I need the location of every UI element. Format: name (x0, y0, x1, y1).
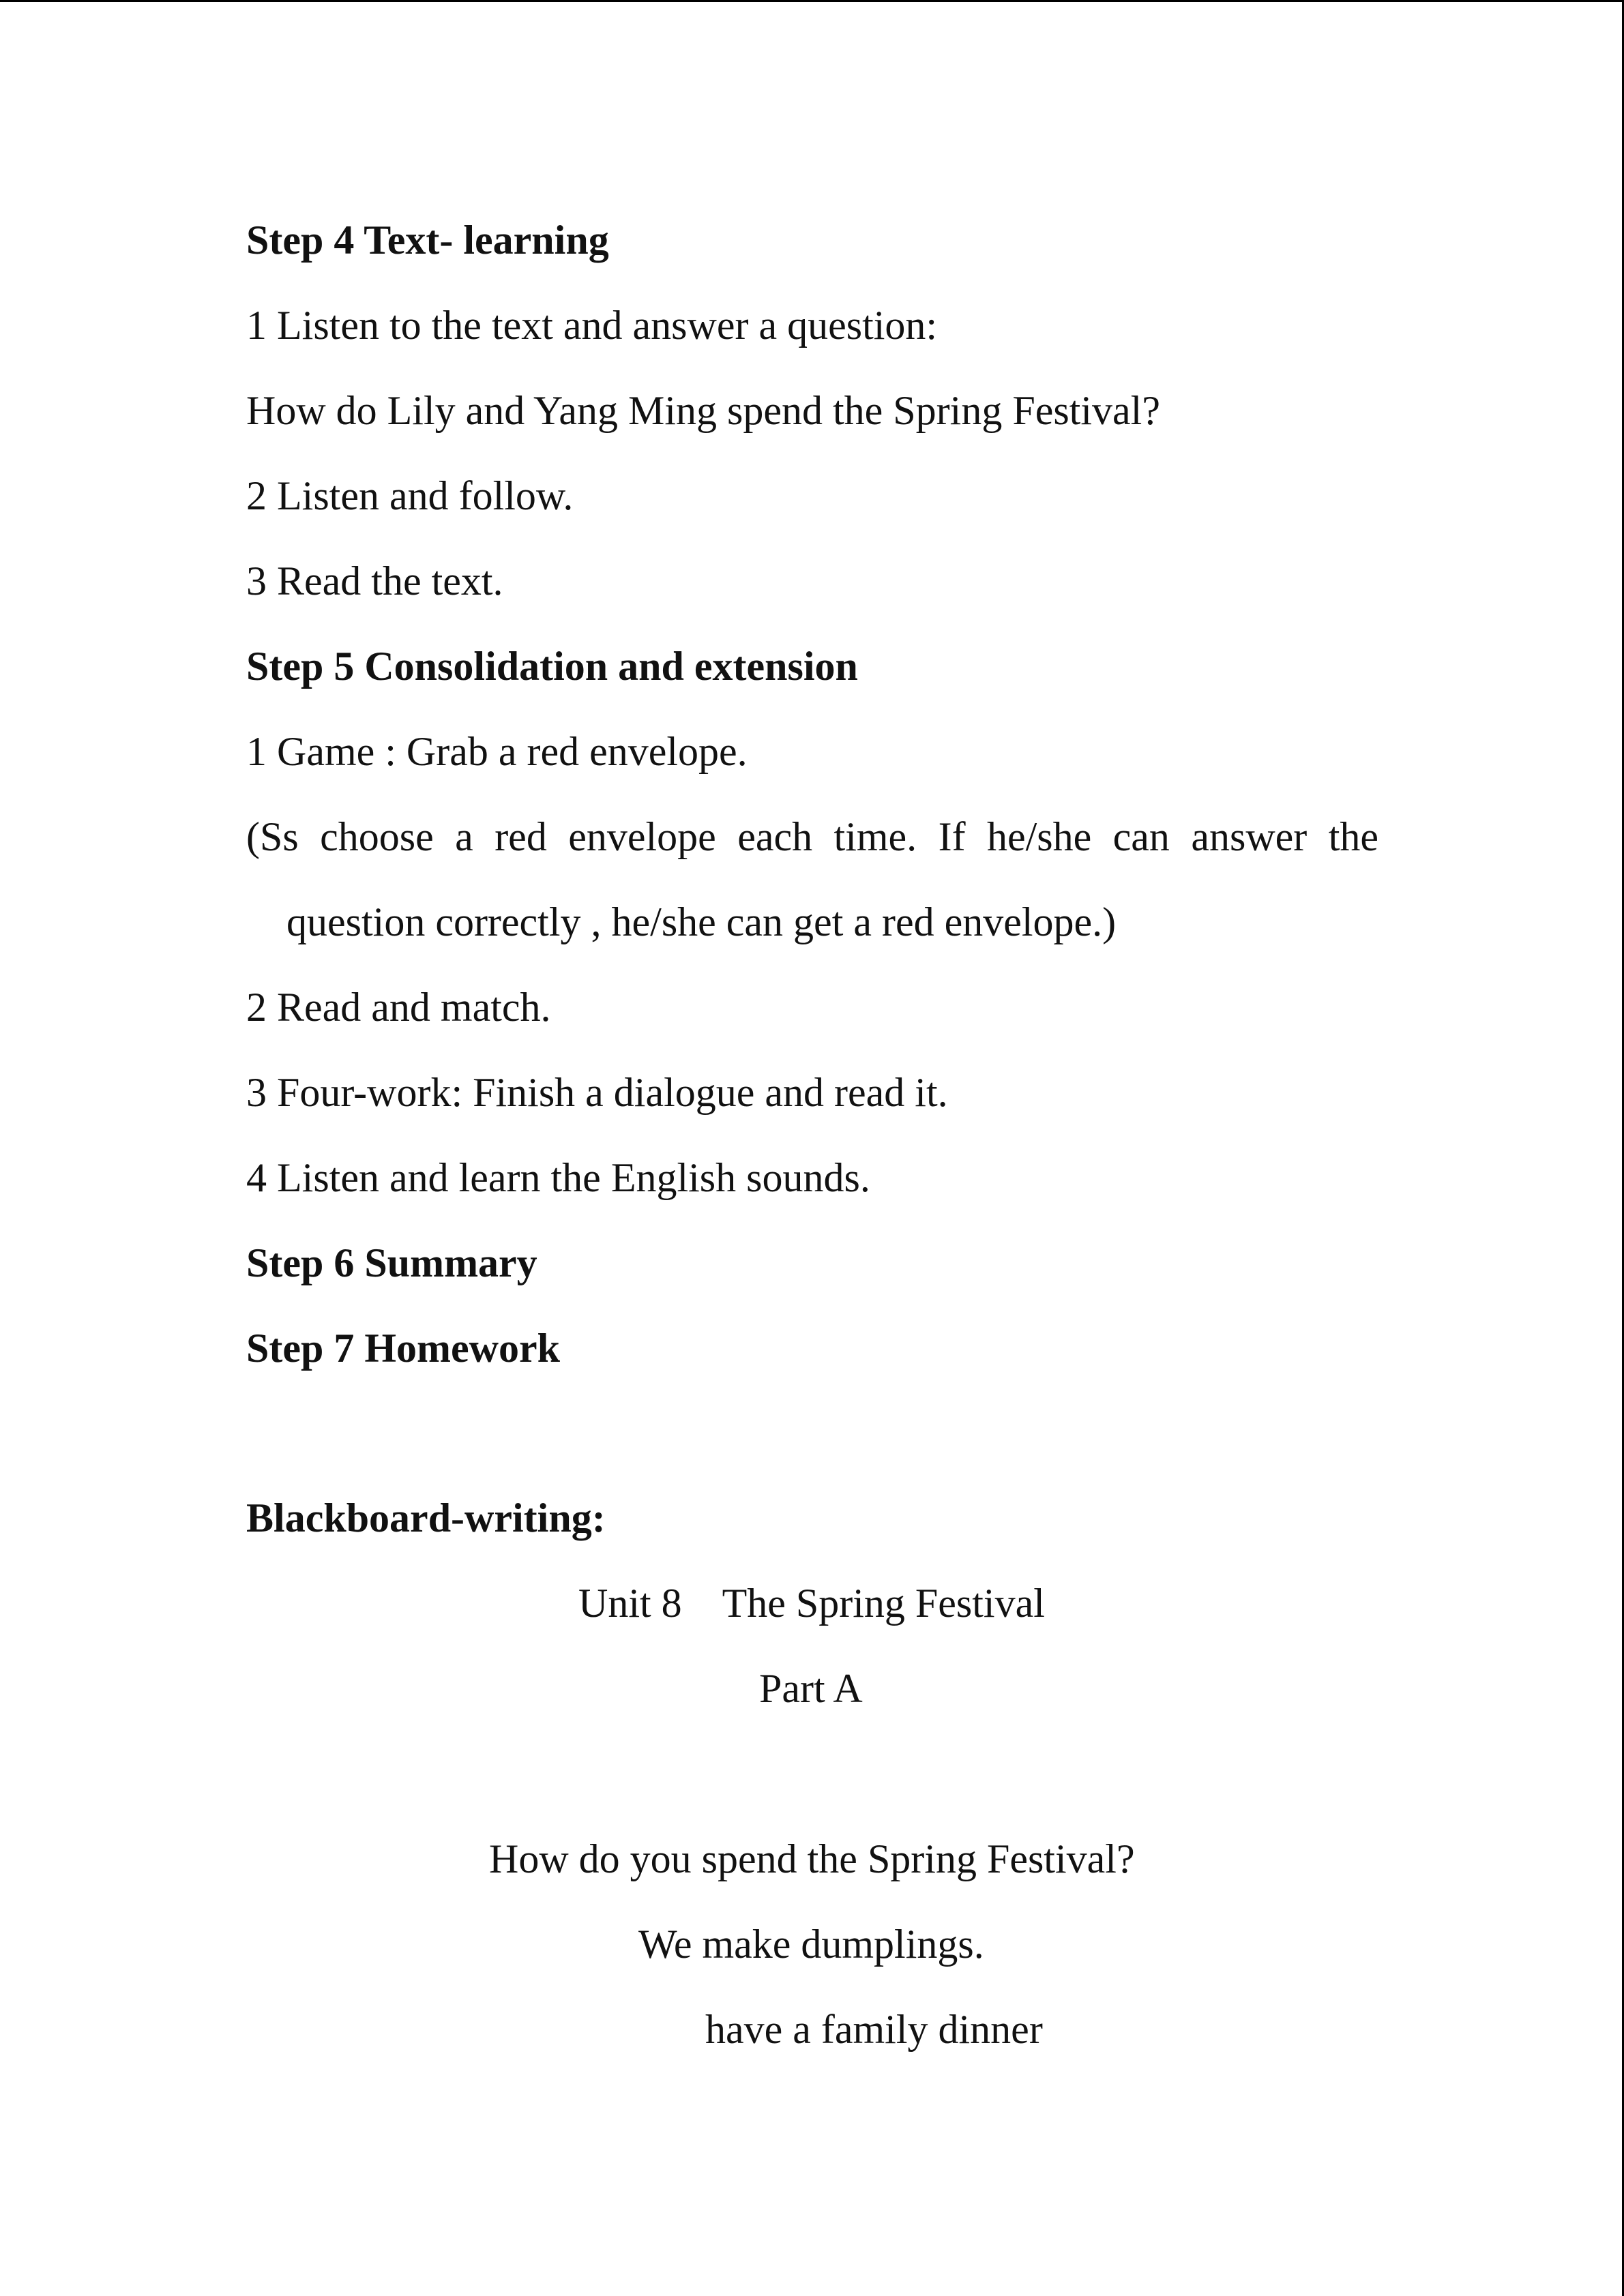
page-top-border (0, 0, 1624, 2)
step4-question: How do Lily and Yang Ming spend the Spring Festival? (246, 388, 1160, 433)
step5-item-1: 1 Game : Grab a red envelope. (246, 729, 748, 774)
step6-heading: Step 6 Summary (246, 1240, 537, 1285)
step7-heading: Step 7 Homework (246, 1326, 560, 1371)
step4-item-2: 2 Listen and follow. (246, 473, 574, 518)
step5-item-4: 4 Listen and learn the English sounds. (246, 1155, 870, 1200)
step4-item-3: 3 Read the text. (246, 558, 503, 603)
blackboard-answer-alt: have a family dinner (705, 2007, 1043, 2052)
blackboard-answer: We make dumplings. (638, 1922, 984, 1967)
step5-item-2: 2 Read and match. (246, 985, 551, 1030)
blackboard-part: Part A (759, 1666, 863, 1711)
blackboard-question: How do you spend the Spring Festival? (489, 1836, 1135, 1881)
step5-note-line-2: question correctly , he/she can get a red envelope.) (286, 899, 1117, 944)
blackboard-unit-title: Unit 8 The Spring Festival (578, 1581, 1045, 1626)
blackboard-heading: Blackboard-writing: (246, 1495, 606, 1540)
step5-note-line-1: (Ss choose a red envelope each time. If he/she can answer the (246, 814, 1378, 859)
step4-heading: Step 4 Text- learning (246, 218, 609, 263)
step4-item-1: 1 Listen to the text and answer a question: (246, 303, 938, 348)
step5-item-3: 3 Four-work: Finish a dialogue and read it. (246, 1070, 948, 1115)
step5-heading: Step 5 Consolidation and extension (246, 644, 858, 689)
